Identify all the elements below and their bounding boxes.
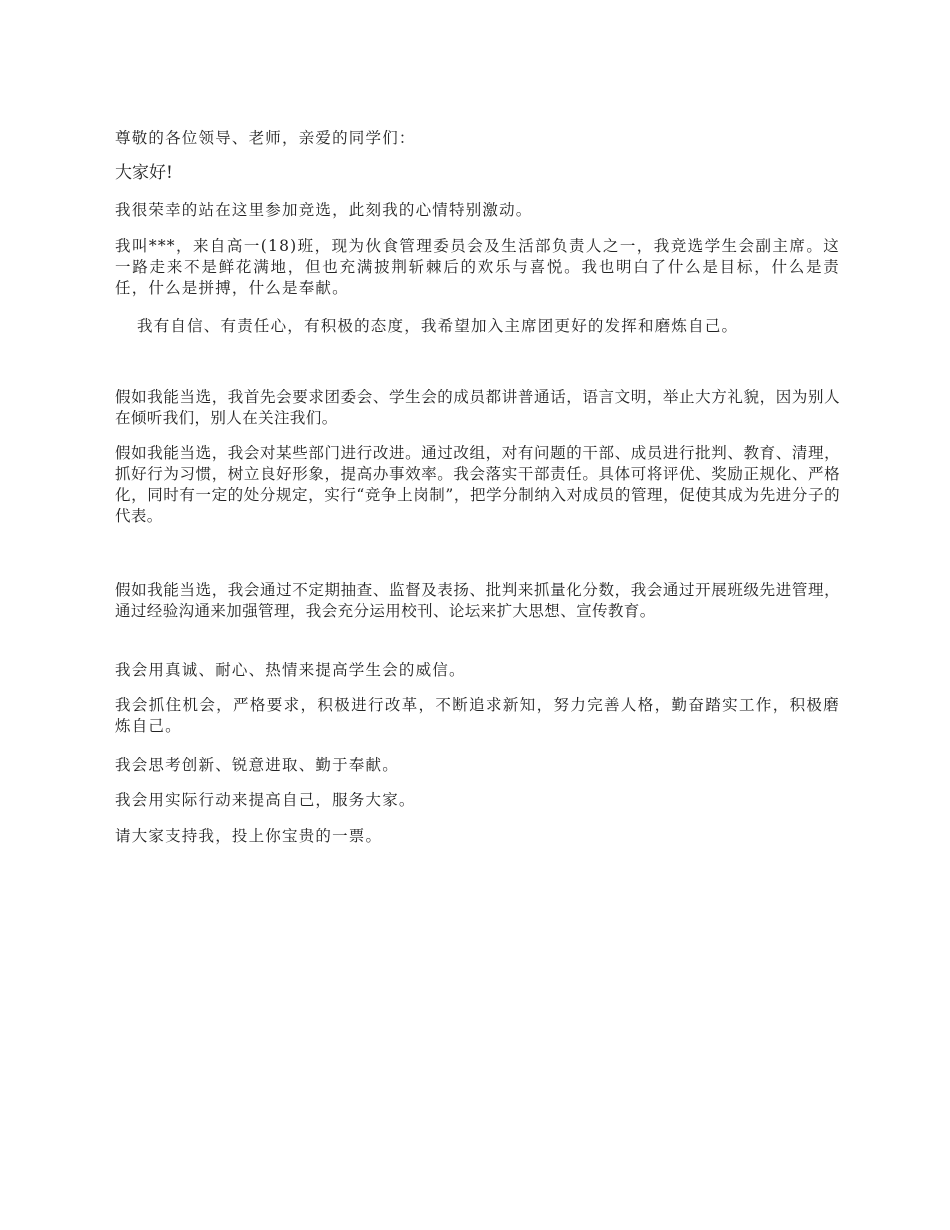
paragraph-promise-3: 假如我能当选，我会通过不定期抽查、监督及表扬、批判来抓量化分数，我会通过开展班级先进管理，通过经验沟通来加强管理，我会充分运用校刊、论坛来扩大思想、宣传教育。 bbox=[115, 581, 840, 620]
paragraph-promise-1: 假如我能当选，我首先会要求团委会、学生会的成员都讲普通话，语言文明，举止大方礼貌，因为别人在倾听我们，别人在关注我们。 bbox=[115, 388, 840, 427]
paragraph-commitment-4: 我会用实际行动来提高自己，服务大家。 bbox=[115, 791, 416, 809]
greeting: 大家好! bbox=[115, 163, 173, 183]
paragraph-commitment-2: 我会抓住机会，严格要求，积极进行改革，不断追求新知，努力完善人格，勤奋踏实工作，积极磨炼自己。 bbox=[115, 696, 840, 735]
paragraph-commitment-1: 我会用真诚、耐心、热情来提高学生会的威信。 bbox=[115, 661, 466, 679]
paragraph-confidence: 我有自信、有责任心，有积极的态度，我希望加入主席团更好的发挥和磨炼自己。 bbox=[137, 317, 739, 335]
closing-appeal: 请大家支持我，投上你宝贵的一票。 bbox=[115, 827, 383, 845]
paragraph-self-introduction: 我叫***，来自高一(18)班，现为伙食管理委员会及生活部负责人之一，我竞选学生会副主席。这一路走来不是鲜花满地，但也充满披荆斩棘后的欢乐与喜悦。我也明白了什么是目标，什么是责任，什么是拼搏，什么是奉献。 bbox=[115, 237, 840, 297]
paragraph-commitment-3: 我会思考创新、锐意进取、勤于奉献。 bbox=[115, 756, 399, 774]
salutation: 尊敬的各位领导、老师，亲爱的同学们： bbox=[115, 129, 416, 147]
paragraph-intro: 我很荣幸的站在这里参加竞选，此刻我的心情特别激动。 bbox=[115, 201, 533, 219]
paragraph-promise-2: 假如我能当选，我会对某些部门进行改进。通过改组，对有问题的干部、成员进行批判、教育、清理，抓好行为习惯，树立良好形象，提高办事效率。我会落实干部责任。具体可将评优、奖励正规化、严格化，同时有一定的处分规定，实行“竞争上岗制”，把学分制纳入对成员的管理，促使其成为先进分子的代表。 bbox=[115, 444, 840, 525]
